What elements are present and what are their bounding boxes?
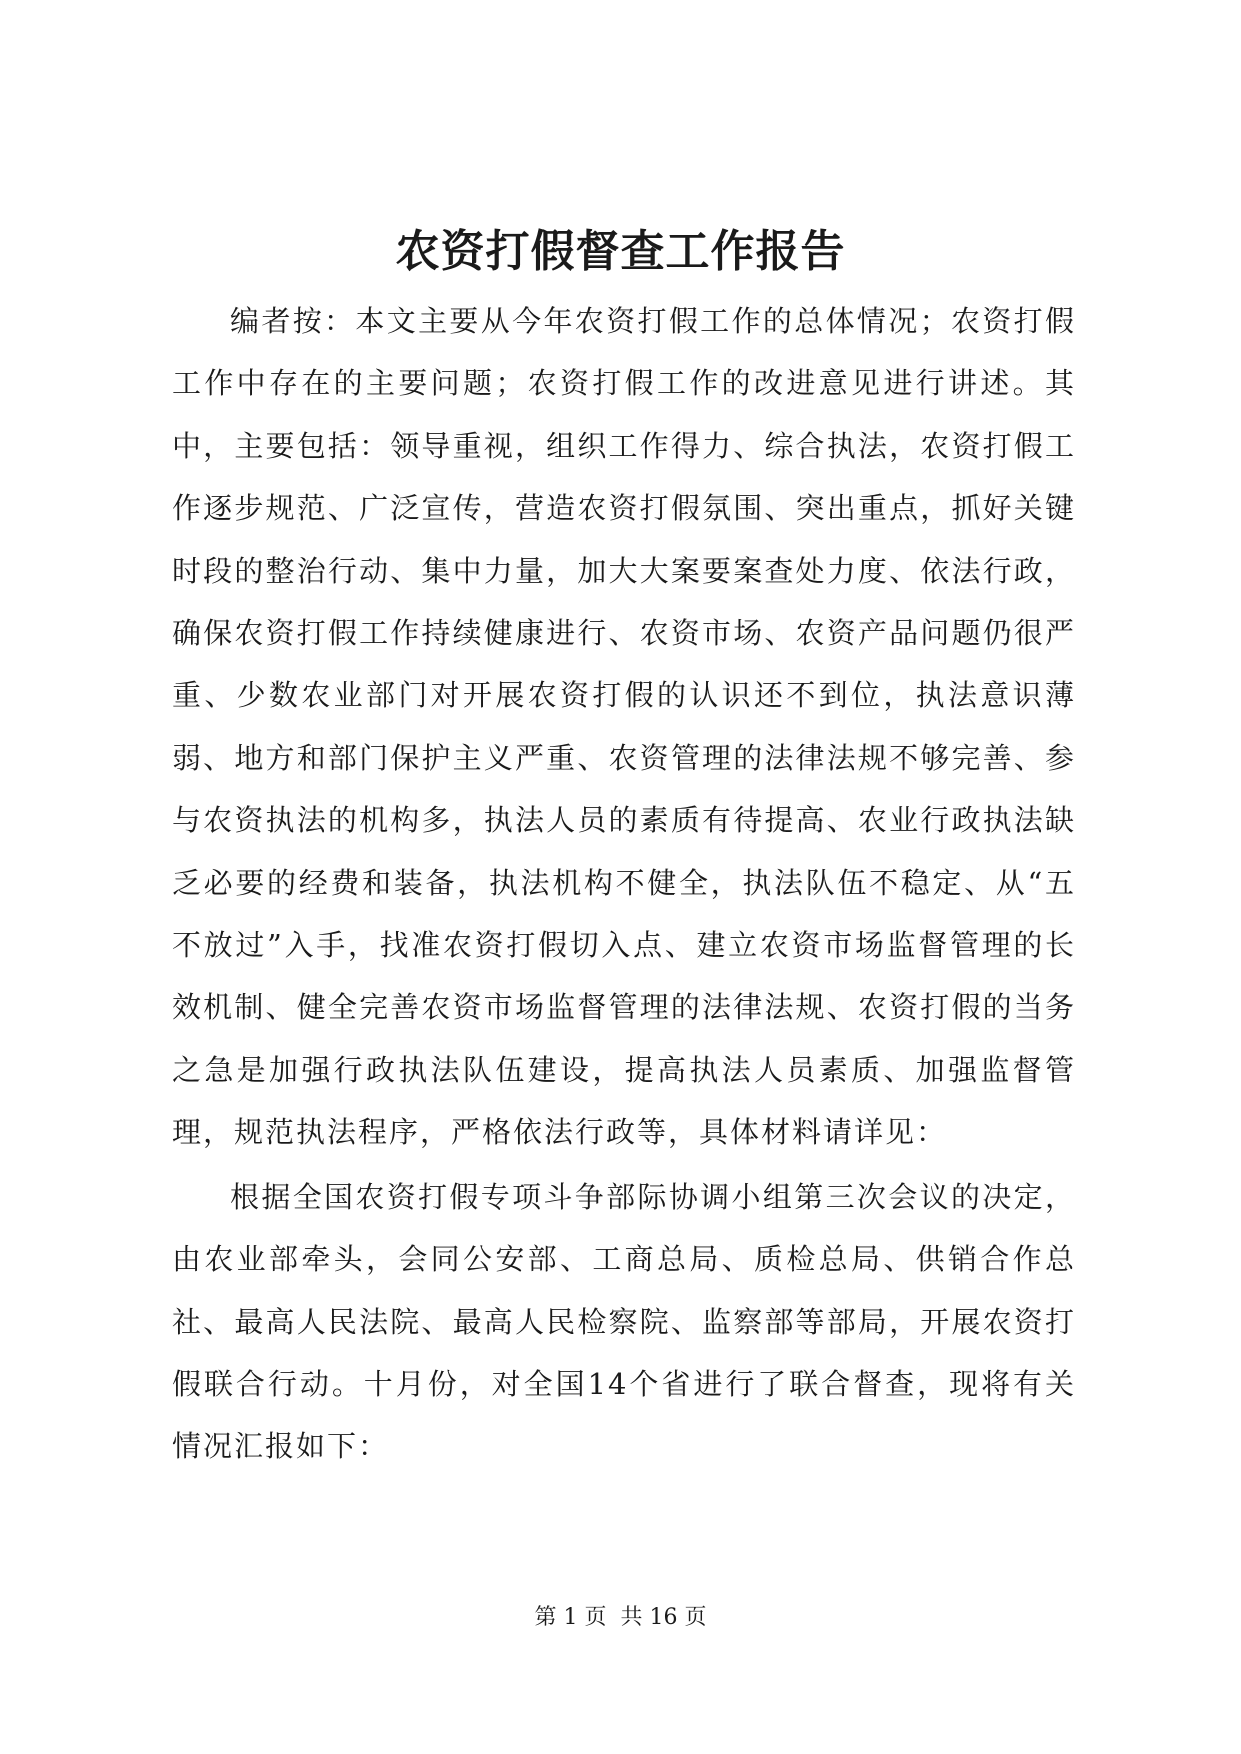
document-body [172,290,1076,1478]
page-footer [0,1603,1241,1633]
document-title: 农资打假督查工作报告 [395,226,846,277]
editor-note-paragraph: 编者按：本文主要从今年农资打假工作的总体情况；农资打假工作中存在的主要问题；农资打假工作的改进意见进行讲述。其中，主要包括：领导重视，组织工作得力、综合执法，农资打假工作逐步规范、广泛宣传，营造农资打假氛围、突出重点，抓好关键时段的整治行动、集中力量，加大大案要案查处力度、依法行政，确保农资打假工作持续健康进行、农资市场、农资产品问题仍很严重、少数农业部门对开展农资打假的认识还不到位，执法意识薄弱、地方和部门保护主义严重、农资管理的法律法规不够完善、参与农资执法的机构多，执法人员的素质有待提高、农业行政执法缺乏必要的经费和装备，执法机构不健全，执法队伍不稳定、从“五不放过”入手，找准农资打假切入点、建立农资市场监督管理的长效机制、健全完善农资市场监督管理的法律法规、农资打假的当务之急是加强行政执法队伍建设，提高执法人员素质、加强监督管理，规范执法程序，严格依法行政等，具体材料请详见： [172,304,1076,1150]
page-number-label: 第 1 页 共 16 页 [534,1605,707,1630]
intro-paragraph: 根据全国农资打假专项斗争部际协调小组第三次会议的决定，由农业部牵头，会同公安部、工商总局、质检总局、供销合作总社、最高人民法院、最高人民检察院、监察部等部局，开展农资打假联合行动。十月份，对全国14个省进行了联合督查，现将有关情况汇报如下： [172,1179,1076,1464]
